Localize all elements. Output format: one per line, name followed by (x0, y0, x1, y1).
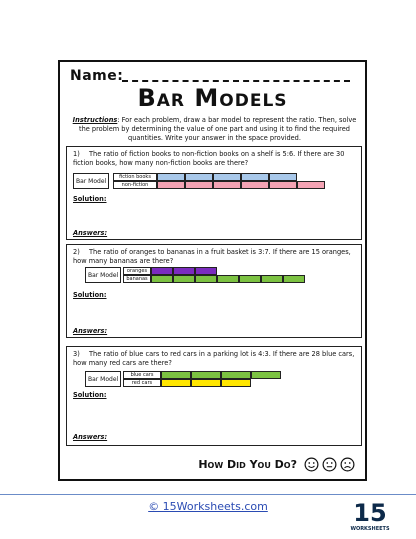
instructions-text: : For each problem, draw a bar model to represent the ratio. Then, solve the problem by determining the value of one part and using it to find the required quantities. Write your answer in the space provided. (79, 116, 357, 142)
problem-2-row-2-label: bananas (123, 275, 151, 283)
problem-1-text: The ratio of fiction books to non-fiction books on a shelf is 5:6. If there are 30 fiction books, how many non-fiction books are there? (73, 150, 345, 167)
problem-1-number: 1) (73, 150, 80, 158)
bar-segment (269, 173, 297, 181)
problem-3-answers-label: Answers: (73, 433, 108, 441)
instructions-lead: Instructions (72, 116, 118, 124)
problem-2-answers-label: Answers: (73, 327, 108, 335)
bar-segment (251, 371, 281, 379)
footer-link[interactable]: © 15Worksheets.com (148, 500, 268, 513)
problem-3-number: 3) (73, 350, 80, 358)
problem-3-row-1-bars (161, 371, 281, 379)
problem-2-row-1-bars (151, 267, 217, 275)
bar-segment (161, 371, 191, 379)
bar-segment (191, 371, 221, 379)
how-did-you-do-label: How Did You Do? (198, 458, 297, 471)
problem-2-number: 2) (73, 248, 80, 256)
problem-1-answers-label: Answers: (73, 229, 108, 237)
problem-3-solution-label: Solution: (73, 391, 107, 399)
bar-segment (173, 275, 195, 283)
problem-3-question (73, 350, 355, 368)
bar-segment (297, 181, 325, 189)
problem-1-bar-model-label: Bar Model (73, 173, 109, 189)
bar-segment (191, 379, 221, 387)
problem-2-solution-label: Solution: (73, 291, 107, 299)
bar-segment (195, 267, 217, 275)
bar-segment (239, 275, 261, 283)
neutral-face-icon[interactable] (322, 457, 337, 472)
page-title: Bar Models (137, 84, 288, 112)
instructions (72, 116, 357, 143)
bar-segment (185, 181, 213, 189)
bar-segment (269, 181, 297, 189)
bar-segment (173, 267, 195, 275)
problem-3-text: The ratio of blue cars to red cars in a parking lot is 4:3. If there are 28 blue cars, how many red cars are there? (73, 350, 355, 367)
bar-segment (283, 275, 305, 283)
problem-2-bar-model-label: Bar Model (85, 267, 121, 283)
bar-segment (213, 181, 241, 189)
problem-3-row-2-label: red cars (123, 379, 161, 387)
problem-3-bar-model-label: Bar Model (85, 371, 121, 387)
how-did-you-do (198, 457, 355, 472)
logo-text: WORKSHEETS (350, 526, 390, 532)
bar-segment (151, 267, 173, 275)
bar-segment (241, 173, 269, 181)
name-label: Name: (70, 68, 124, 84)
bar-segment (213, 173, 241, 181)
problem-2 (66, 244, 362, 338)
problem-2-row-1-label: oranges (123, 267, 151, 275)
problem-1-row-2-label: non-fiction (113, 181, 157, 189)
problem-1-row-1-label: fiction books (113, 173, 157, 181)
name-line[interactable] (122, 80, 350, 82)
problem-2-row-2-bars (151, 275, 305, 283)
worksheet-frame (58, 60, 367, 481)
bar-segment (185, 173, 213, 181)
bar-segment (151, 275, 173, 283)
bar-segment (157, 181, 185, 189)
15worksheets-logo-icon (350, 495, 390, 535)
logo-number: 15 (353, 499, 387, 527)
problem-2-text: The ratio of oranges to bananas in a fruit basket is 3:7. If there are 15 oranges, how many bananas are there? (73, 248, 351, 265)
problem-1-row-1-bars (157, 173, 297, 181)
bar-segment (161, 379, 191, 387)
problem-2-question (73, 248, 355, 266)
problem-1-question (73, 150, 355, 168)
bar-segment (157, 173, 185, 181)
bar-segment (221, 379, 251, 387)
bar-segment (221, 371, 251, 379)
problem-1-solution-label: Solution: (73, 195, 107, 203)
bar-segment (241, 181, 269, 189)
happy-face-icon[interactable] (304, 457, 319, 472)
bar-segment (195, 275, 217, 283)
sad-face-icon[interactable] (340, 457, 355, 472)
problem-1-row-2-bars (157, 181, 325, 189)
problem-1 (66, 146, 362, 240)
bar-segment (217, 275, 239, 283)
problem-3-row-2-bars (161, 379, 251, 387)
bar-segment (261, 275, 283, 283)
problem-3 (66, 346, 362, 446)
problem-3-row-1-label: blue cars (123, 371, 161, 379)
